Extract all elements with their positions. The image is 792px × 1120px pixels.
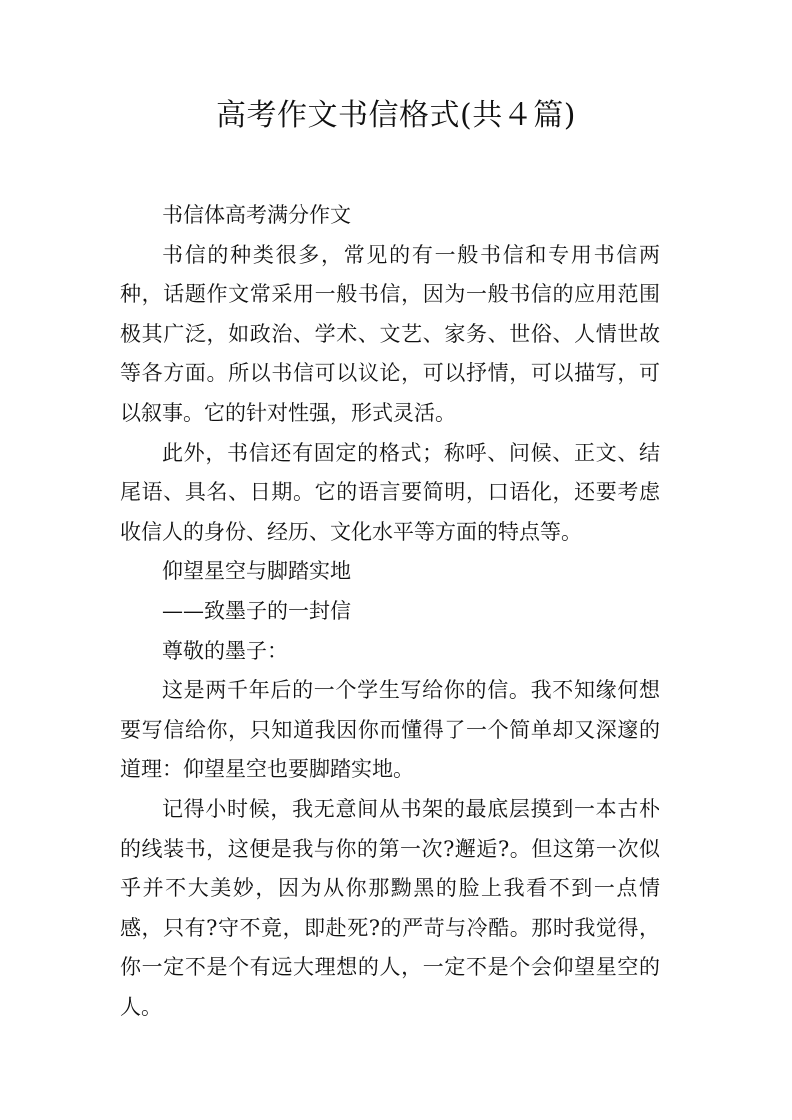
document-body (120, 196, 660, 1027)
paragraph: 书信的种类很多，常见的有一般书信和专用书信两种，话题作文常采用一般书信，因为一般书信的应用范围极其广泛，如政治、学术、文艺、家务、世俗、人情世故等各方面。所以书信可以议论，可以抒情，可以描写，可以叙事。它的针对性强，形式灵活。 (120, 242, 660, 425)
letter-salutation: 尊敬的墨子： (162, 638, 288, 663)
paragraph: 此外，书信还有固定的格式；称呼、问候、正文、结尾语、具名、日期。它的语言要简明，口语化，还要考虑收信人的身份、经历、文化水平等方面的特点等。 (120, 440, 660, 544)
paragraph-subtitle: 书信体高考满分作文 (162, 203, 351, 227)
essay-title: 仰望星空与脚踏实地 (162, 559, 351, 584)
paragraph: 记得小时候，我无意间从书架的最底层摸到一本古朴的线装书，这便是我与你的第一次?邂逅?。但这第一次似乎并不大美妙，因为从你那黝黑的脸上我看不到一点情感，只有?守不竟，即赴死?的严苛与冷酷。那时我觉得，你一定不是个有远大理想的人，一定不是个会仰望星空的人。 (120, 796, 660, 1019)
paragraph: 这是两千年后的一个学生写给你的信。我不知缘何想要写信给你，只知道我因你而懂得了一个简单却又深邃的道理：仰望星空也要脚踏实地。 (120, 678, 660, 782)
document-title: 高考作文书信格式(共４篇) (216, 98, 576, 133)
essay-subtitle: ——致墨子的一封信 (162, 598, 351, 623)
